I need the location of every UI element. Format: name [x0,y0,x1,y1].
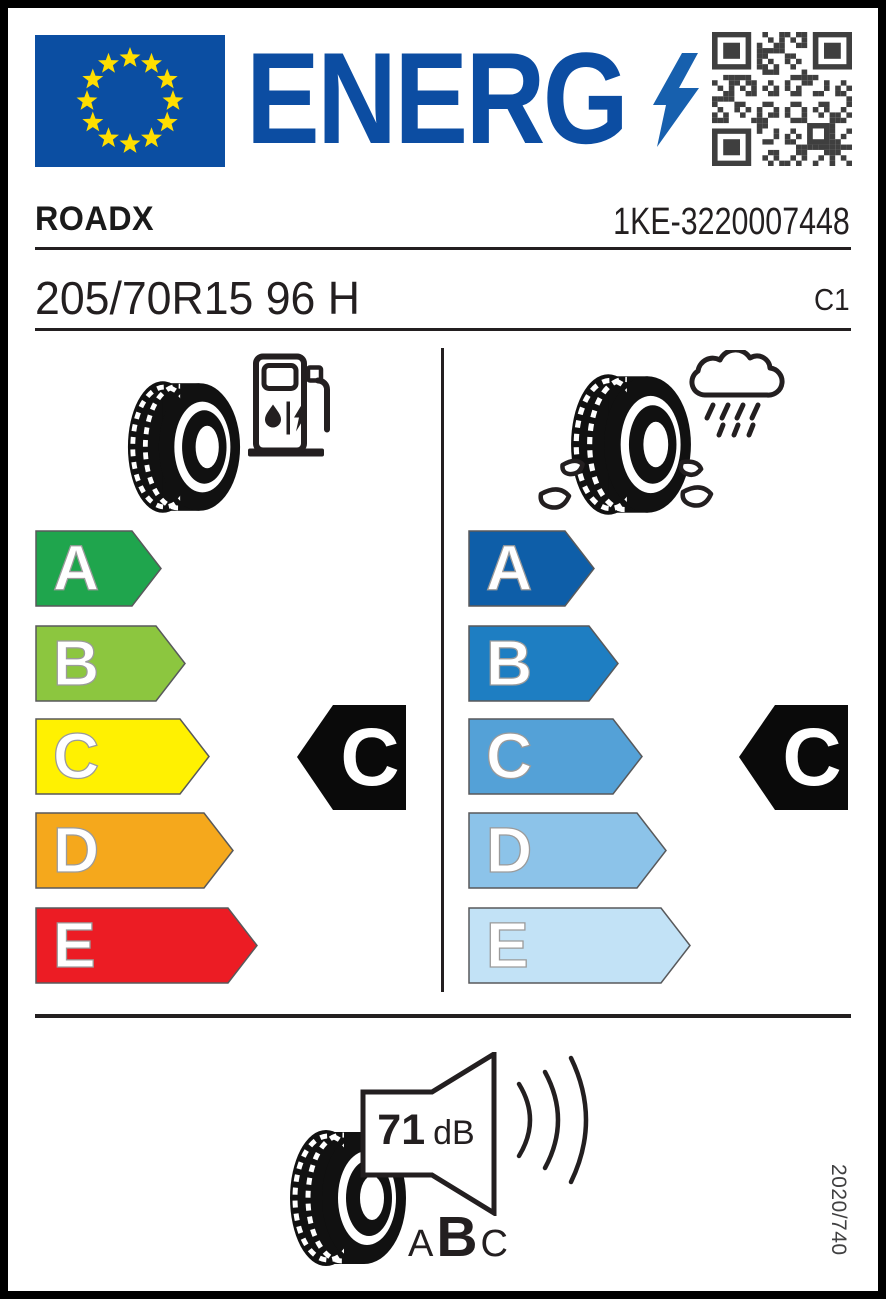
divider-line [35,247,851,250]
grade-letter: E [486,909,529,981]
fuel-pump-icon [246,351,334,459]
wet-grade-a [468,530,596,607]
fuel-rating-value: C [340,712,400,803]
wet-rating-indicator [738,702,850,813]
fuel-grade-e [35,907,259,984]
grade-letter: E [53,909,96,981]
noise-value: 71 [377,1106,426,1154]
grade-letter: C [53,720,100,792]
lightning-bolt-icon [653,53,699,147]
grade-letter: B [486,627,533,699]
noise-class-c: C [480,1223,508,1265]
grade-letter: D [53,814,100,886]
regulation-number: 2020/740 [827,1164,850,1256]
wet-grade-b [468,625,620,702]
noise-class-b-active: B [436,1205,478,1269]
sound-waves-icon [513,1050,601,1194]
divider-line [35,328,851,331]
supplier-name: ROADX [35,200,155,238]
tyre-designation: 205/70R15 96 H [35,272,360,324]
noise-class-scale [408,1204,508,1268]
fuel-grade-c [35,718,211,795]
energ-wordmark: ENERG [246,25,627,171]
eu-flag-icon [35,35,225,167]
wet-grade-c [468,718,644,795]
divider-line [35,1014,851,1018]
wet-grade-e [468,907,692,984]
grade-letter: A [53,532,100,604]
type-identifier: 1KE-3220007448 [613,201,850,243]
wet-rating-value: C [782,712,842,803]
fuel-rating-indicator [296,702,408,813]
tire-icon [126,371,242,523]
grade-letter: D [486,814,533,886]
noise-value-box [365,1106,487,1152]
tyre-class: C1 [814,282,850,317]
rain-cloud-icon [680,350,788,450]
wet-grade-d [468,812,668,889]
fuel-grade-a [35,530,163,607]
grade-letter: A [486,532,533,604]
noise-unit: dB [433,1114,475,1152]
column-divider [441,348,444,992]
fuel-grade-b [35,625,187,702]
qr-code [712,32,852,166]
fuel-grade-d [35,812,235,889]
grade-letter: B [53,627,100,699]
grade-letter: C [486,720,533,792]
noise-class-a: A [408,1223,434,1265]
